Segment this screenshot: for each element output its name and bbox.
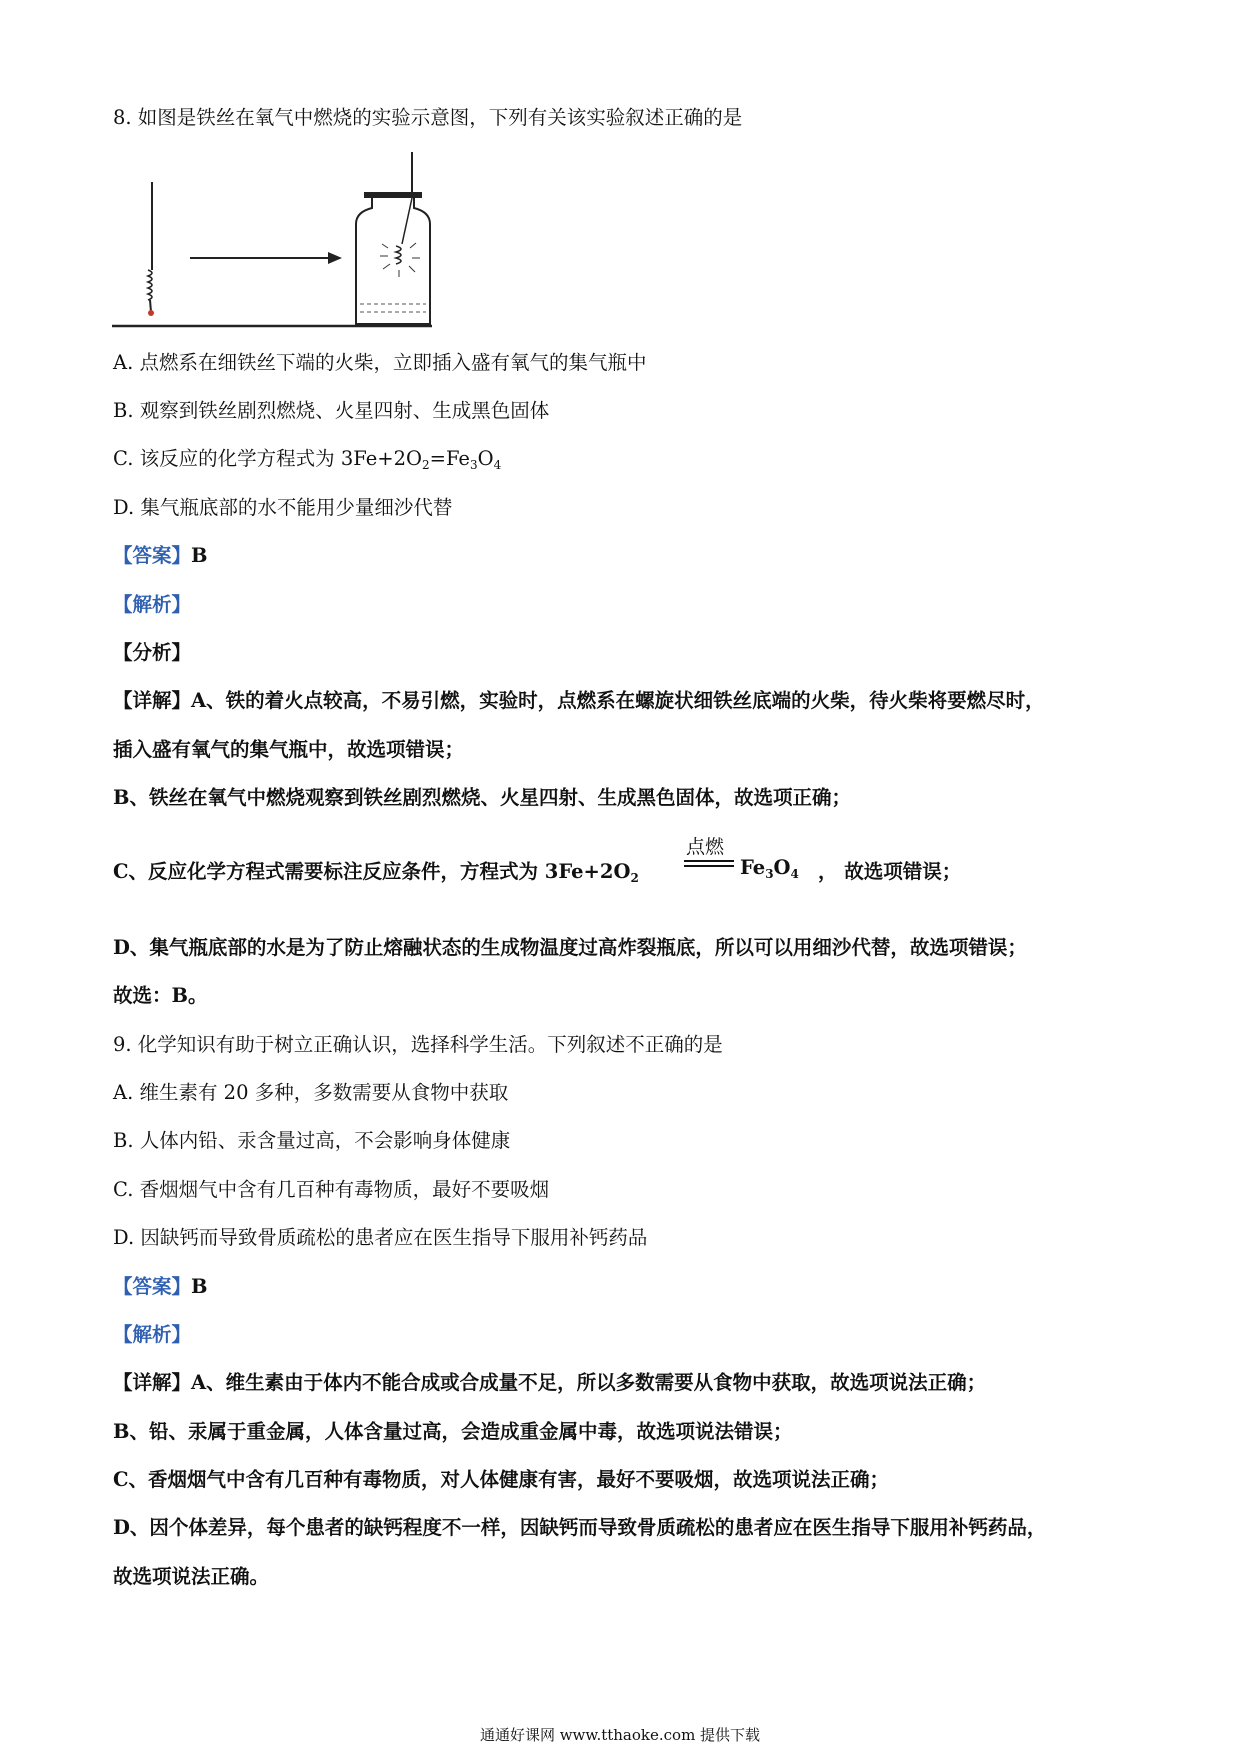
q8-analysis-tag: 【解析】 bbox=[113, 593, 192, 616]
page-footer: 通通好课网 www.tthaoke.com 提供下载 bbox=[479, 1726, 761, 1744]
q9-analysis-tag: 【解析】 bbox=[113, 1323, 192, 1346]
q8-detail-2: 插入盛有氧气的集气瓶中，故选项错误； bbox=[113, 738, 465, 761]
q8-option-c-mid: =Fe bbox=[429, 447, 470, 470]
q8-answer bbox=[113, 542, 208, 570]
q9-answer-tag: 【答案】 bbox=[113, 1275, 192, 1298]
q8-answer-value: B bbox=[191, 544, 208, 567]
q8-eq-sub2: 3 bbox=[765, 867, 774, 881]
q9-option-c: C. 香烟烟气中含有几百种有毒物质，最好不要吸烟 bbox=[113, 1178, 550, 1201]
q8-eq-fe: Fe bbox=[740, 856, 766, 879]
q9-stem: 9. 化学知识有助于树立正确认识，选择科学生活。下列叙述不正确的是 bbox=[113, 1033, 723, 1056]
q8-option-c bbox=[113, 445, 501, 479]
q8-option-c-sub2: 3 bbox=[469, 458, 478, 472]
q8-option-c-text: C. 该反应的化学方程式为 3Fe+2O bbox=[113, 447, 422, 470]
q8-stem: 8. 如图是铁丝在氧气中燃烧的实验示意图，下列有关该实验叙述正确的是 bbox=[113, 106, 743, 129]
q9-option-d: D. 因缺钙而导致骨质疏松的患者应在医生指导下服用补钙药品 bbox=[113, 1226, 648, 1249]
q9-option-a: A. 维生素有 20 多种，多数需要从食物中获取 bbox=[113, 1081, 509, 1104]
q8-eq-condition: 点燃 bbox=[686, 836, 725, 858]
q9-detail-4: D、因个体差异，每个患者的缺钙程度不一样，因缺钙而导致骨质疏松的患者应在医生指导下服用补钙药品， bbox=[113, 1516, 1047, 1539]
q8-detail-6: 故选：B。 bbox=[113, 984, 208, 1007]
q8-eq-sub3: 4 bbox=[790, 867, 799, 881]
q8-eq-sub1: 2 bbox=[630, 871, 639, 885]
q8-detail-3: B、铁丝在氧气中燃烧观察到铁丝剧烈燃烧、火星四射、生成黑色固体，故选项正确； bbox=[113, 786, 851, 809]
q9-answer bbox=[113, 1273, 208, 1301]
q8-eq-pre-text: C、反应化学方程式需要标注反应条件，方程式为 3Fe+2O bbox=[113, 860, 631, 883]
q8-eq-post: ， 故选项错误； bbox=[818, 860, 962, 883]
q8-answer-tag: 【答案】 bbox=[113, 544, 192, 567]
q8-eq-o: O bbox=[773, 856, 791, 879]
q8-option-c-sub1: 2 bbox=[421, 458, 430, 472]
q8-eq-product bbox=[740, 856, 799, 881]
q9-answer-value: B bbox=[191, 1275, 208, 1298]
q8-eq-pre bbox=[113, 856, 639, 885]
q9-detail-2: B、铅、汞属于重金属，人体含量过高，会造成重金属中毒，故选项说法错误； bbox=[113, 1420, 793, 1443]
q8-eq-bar-bottom bbox=[684, 865, 734, 867]
q9-detail-1: 【详解】A、维生素由于体内不能合成或合成量不足，所以多数需要从食物中获取，故选项说法正确； bbox=[113, 1371, 987, 1394]
q9-detail-3: C、香烟烟气中含有几百种有毒物质，对人体健康有害，最好不要吸烟，故选项说法正确； bbox=[113, 1468, 890, 1491]
q8-detail-5: D、集气瓶底部的水是为了防止熔融状态的生成物温度过高炸裂瓶底，所以可以用细沙代替，故选项错误； bbox=[113, 936, 1027, 959]
q8-eq-bar-top bbox=[684, 860, 734, 862]
q8-detail-1: 【详解】A、铁的着火点较高，不易引燃，实验时，点燃系在螺旋状细铁丝底端的火柴，待火柴将要燃尽时， bbox=[113, 689, 1045, 712]
q8-option-d: D. 集气瓶底部的水不能用少量细沙代替 bbox=[113, 496, 453, 519]
q8-option-a: A. 点燃系在细铁丝下端的火柴，立即插入盛有氧气的集气瓶中 bbox=[113, 351, 647, 374]
q9-option-b: B. 人体内铅、汞含量过高，不会影响身体健康 bbox=[113, 1129, 511, 1152]
iron-wire-combustion-diagram bbox=[110, 148, 470, 330]
q8-option-c-mid2: O bbox=[477, 447, 494, 470]
q8-option-c-sub3: 4 bbox=[493, 458, 502, 472]
q8-option-b: B. 观察到铁丝剧烈燃烧、火星四射、生成黑色固体 bbox=[113, 399, 550, 422]
q8-fenxi: 【分析】 bbox=[113, 641, 192, 664]
q9-detail-5: 故选项说法正确。 bbox=[113, 1565, 270, 1588]
